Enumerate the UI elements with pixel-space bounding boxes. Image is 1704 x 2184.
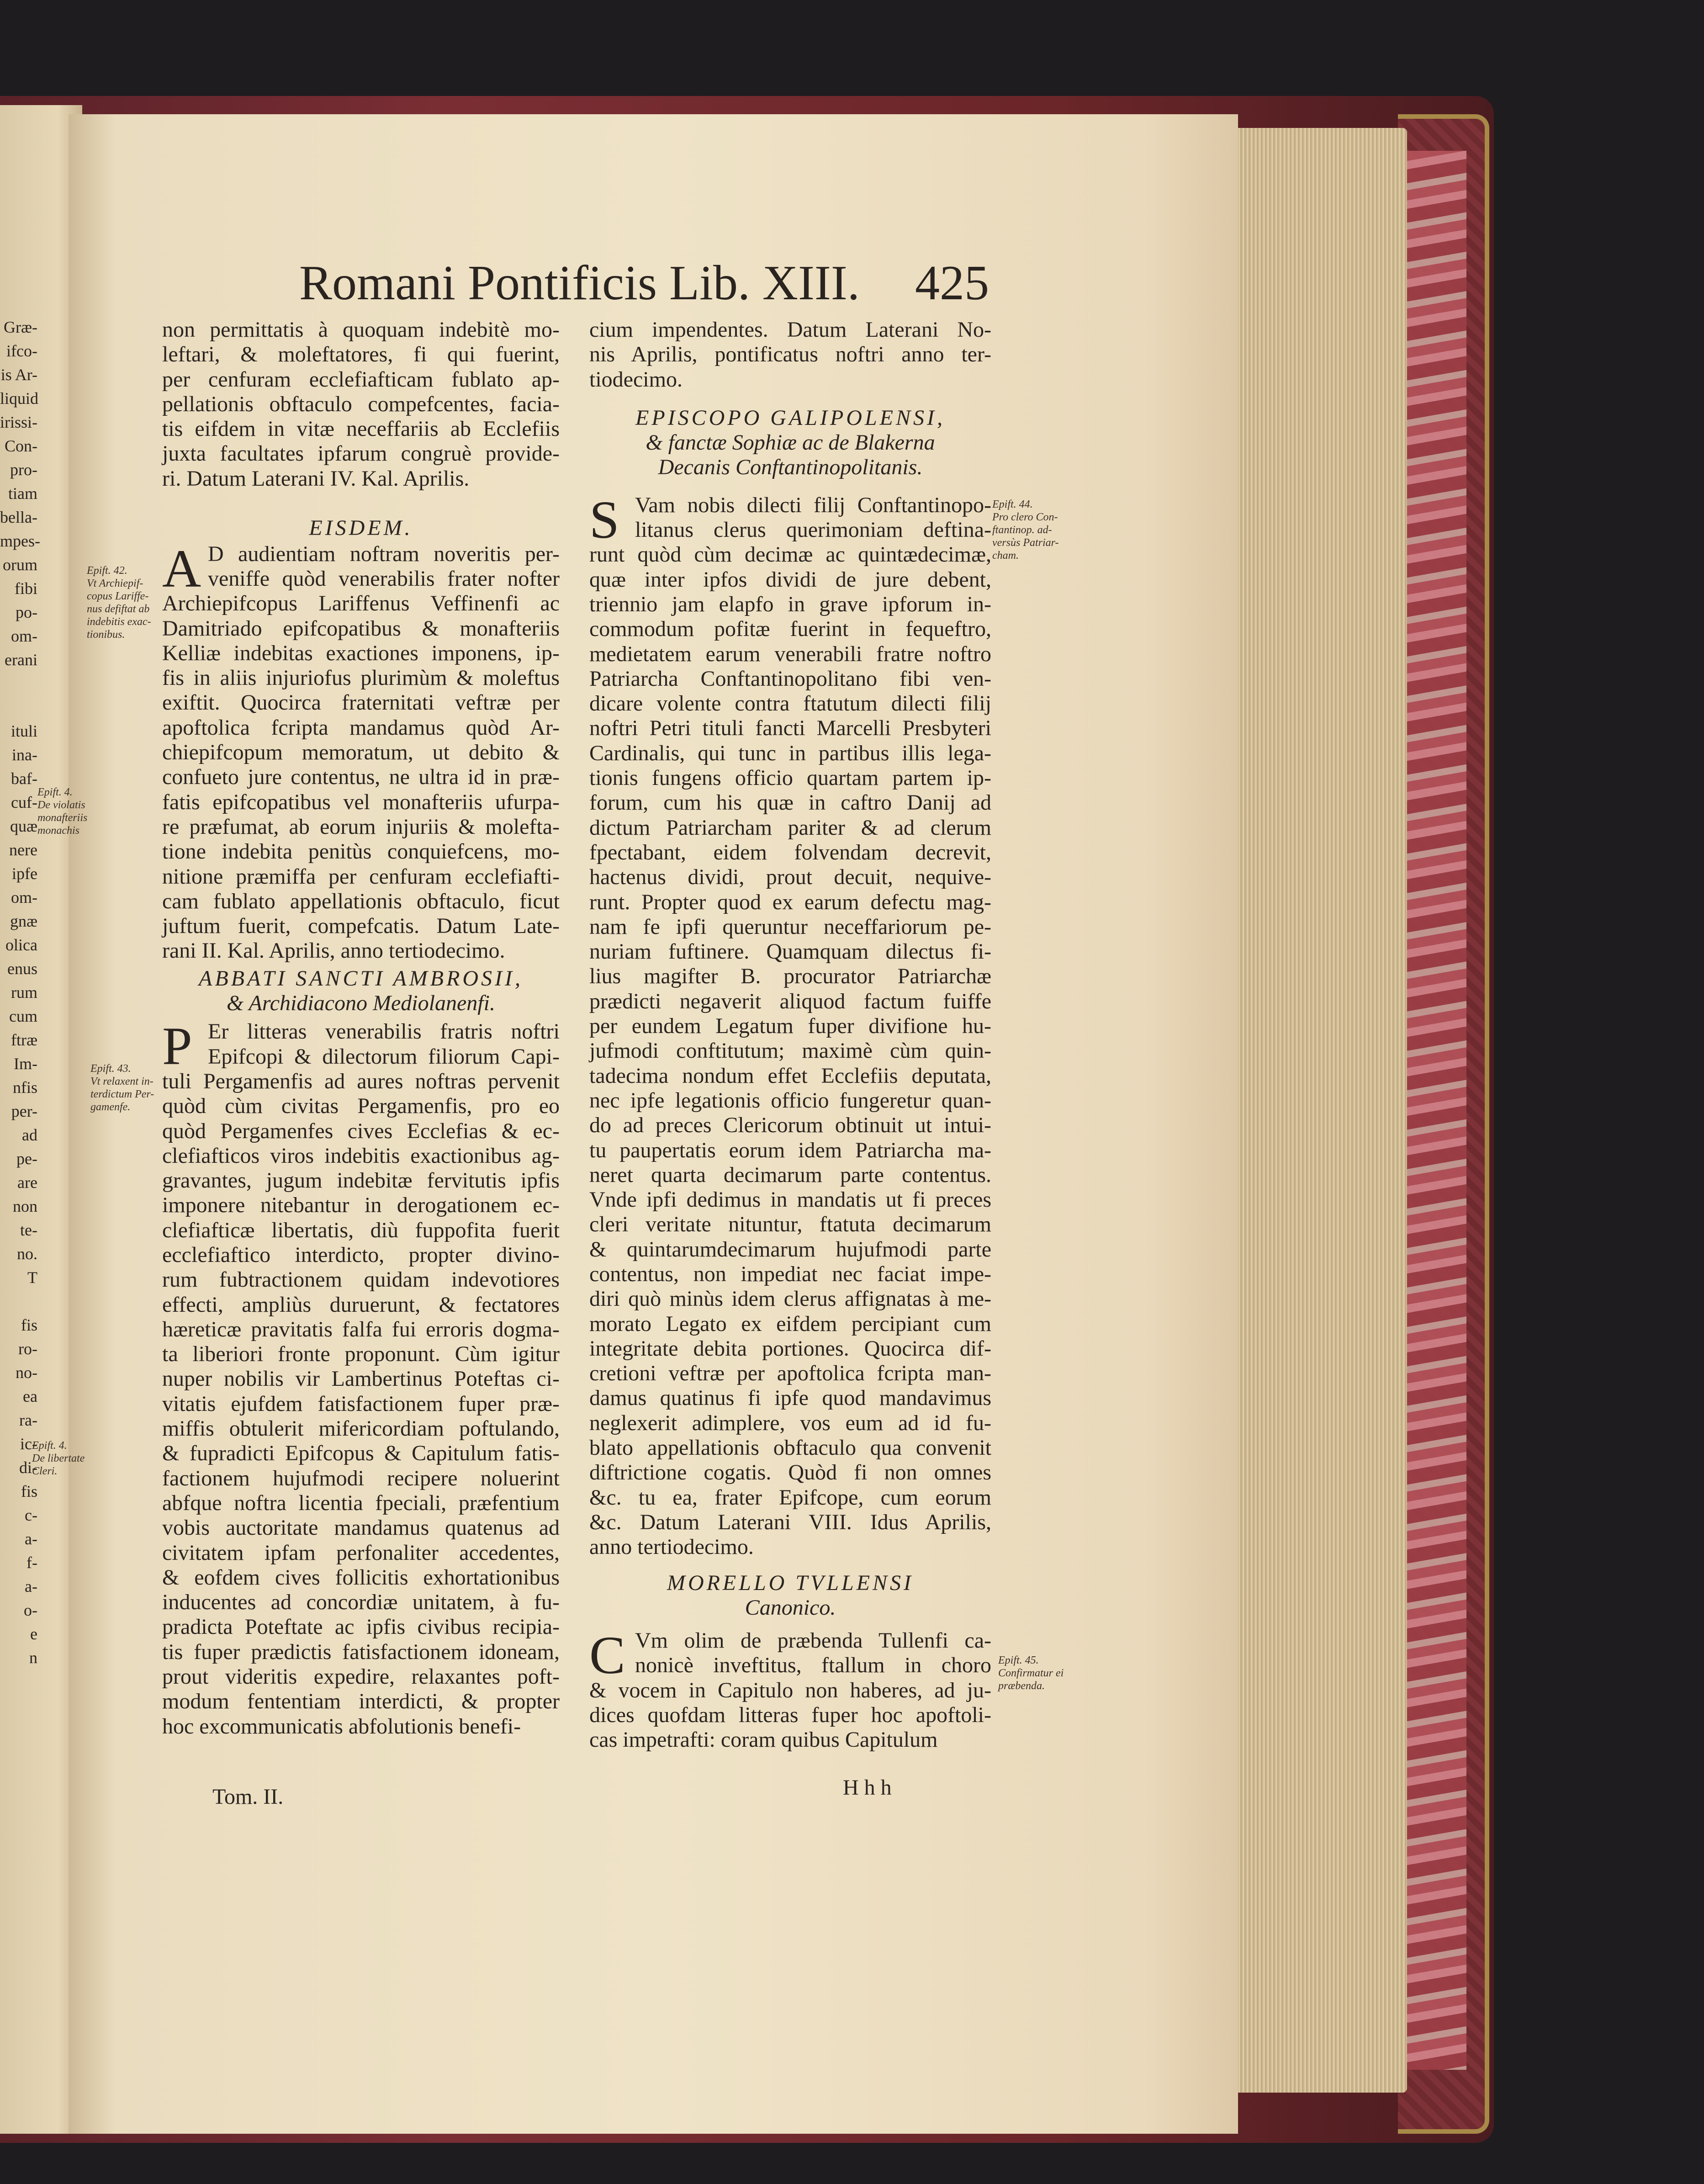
text-line: Patriarcha Conftantinopolitano fibi ven-: [589, 666, 991, 691]
fragment-line: fis: [21, 1316, 37, 1334]
drop-cap: C: [589, 1625, 625, 1686]
text-line: blato appellationis obftaculo qua convenit: [589, 1436, 991, 1460]
text-line: jufmodi conftitutum; maximè cùm quin-: [589, 1039, 991, 1063]
fragment-line: f-: [26, 1553, 37, 1572]
fragment-line: cum: [9, 1007, 37, 1025]
text-line: confueto jure contentus, ne ultra id in præ-: [162, 765, 560, 790]
text-line: damus quatinus fi ipfe quod mandavimus: [589, 1386, 991, 1410]
note-line: præbenda.: [998, 1680, 1045, 1692]
text-line: & vocem in Capitulo non haberes, ad ju-: [589, 1678, 991, 1702]
note-line: monafteriis: [37, 812, 88, 824]
letter-abbati: [162, 1016, 560, 1739]
fragment-line: quæ: [10, 817, 37, 835]
volume-signature: Tom. II.: [212, 1785, 284, 1809]
fragment-line: baf-: [11, 769, 37, 788]
text-line: veniffe quòd venerabilis frater nofter: [208, 566, 560, 591]
text-line: fis in aliis injuriofus plurimùm & moleftus: [162, 666, 560, 690]
fragment-line: fis: [21, 1482, 37, 1500]
note-line: copus Lariffe-: [87, 590, 149, 602]
text-line: integritate debita portiones. Quocirca dif-: [589, 1336, 991, 1361]
right-text-column: [589, 318, 991, 1753]
text-line: triennio jam elapfo in grave ipforum in-: [589, 592, 991, 616]
text-line: re præfumat, ab eorum injuriis & molefta-: [162, 814, 560, 839]
fragment-line: [0, 695, 37, 719]
text-line: gravantes, jugum indebitæ fervitutis ipfis: [162, 1168, 560, 1193]
text-line: fpectabant, eidem folvendam decrevit,: [589, 840, 991, 864]
text-line: vobis auctoritate mandamus quatenus ad: [162, 1516, 560, 1540]
fragment-line: di-: [19, 1458, 37, 1477]
note-line: Cleri.: [32, 1465, 58, 1477]
text-line: quæ inter ipfos dividi de jure debent,: [589, 567, 991, 592]
note-line: Vt relaxent in-: [90, 1076, 153, 1087]
text-line: tuli Pergamenfis ad aures noftras pervenit: [162, 1069, 560, 1093]
letter-title-morello: MORELLO TVLLENSI: [667, 1570, 914, 1595]
fragment-line: ituli: [11, 722, 37, 740]
fragment-line: ina-: [12, 746, 37, 764]
marbled-endpaper: [1407, 151, 1466, 2070]
text-line: juxta facultates ipfarum congruè provide-: [162, 441, 560, 466]
letter-subtitle-episcopo: & fanctæ Sophiæ ac de Blakerna: [646, 430, 935, 455]
text-line: civitatem ipfam perfonaliter accedentes,: [162, 1540, 560, 1565]
fragment-line: om-: [11, 627, 37, 645]
fragment-line: ro-: [18, 1340, 37, 1358]
letter-morello: [589, 1625, 991, 1752]
text-line: pradicta Poteftate ac ipfis civibus recipia-: [162, 1615, 560, 1639]
fragment-line: orum: [3, 556, 37, 574]
left-text-column: [162, 318, 560, 1739]
note-line: ftantinop. ad-: [992, 524, 1052, 536]
text-line: nuriam fuftinere. Quamquam dilectus fi-: [589, 939, 991, 964]
text-line: chiepifcopum memoratum, ut debito &: [162, 740, 560, 765]
fragment-line: enus: [7, 959, 37, 978]
fragment-line: no.: [17, 1245, 37, 1263]
fragment-line: ftræ: [11, 1031, 37, 1049]
page-fore-edge: [1229, 128, 1407, 2093]
text-line: quòd cùm civitas Pergamenfis, pro eo: [162, 1094, 560, 1119]
text-line: nitione præmiffa per cenfuram ecclefiafti-: [162, 864, 560, 889]
left-page-margin-note: [32, 1439, 85, 1478]
letter-title-abbati: ABBATI SANCTI AMBROSII,: [199, 966, 523, 991]
text-line: forum, cum his quæ in caftro Danij ad: [589, 790, 991, 815]
fragment-line: fibi: [15, 579, 37, 598]
text-line: effecti, ampliùs duruerunt, & fectatores: [162, 1292, 560, 1317]
text-line: nuper nobilis vir Lambertinus Poteftas ci-: [162, 1367, 560, 1391]
fragment-line: Con-: [5, 437, 37, 455]
fragment-line: po-: [16, 603, 37, 621]
note-line: Epift. 42.: [87, 565, 127, 577]
text-line: noftri Petri tituli fancti Marcelli Presbyteri: [589, 716, 991, 741]
fragment-line: non: [13, 1197, 37, 1215]
drop-cap: P: [162, 1016, 192, 1076]
text-line: ecclefiaftico interdicto, propter divino-: [162, 1242, 560, 1267]
text-line: neret quarta decimarum parte contentus.: [589, 1162, 991, 1187]
letter-episcopo: [589, 489, 991, 1560]
fragment-line: rum: [11, 983, 37, 1002]
text-line: juftum fuerit, compefcatis. Datum Late-: [162, 914, 560, 938]
text-line: medietatem earum venerabili fratre noftro: [589, 641, 991, 666]
text-line: tu paupertatis eorum idem Patriarcha ma-: [589, 1138, 991, 1162]
text-line: exiftit. Quocirca fraternitati veftræ per: [162, 690, 560, 715]
note-line: De libertate: [32, 1452, 85, 1464]
text-line: tiodecimo.: [589, 367, 683, 392]
text-line: cas impetrafti: coram quibus Capitulum: [589, 1728, 938, 1752]
fragment-line: a-: [25, 1530, 37, 1548]
text-line: clefiafticos viros indebitis exactionibus ag-: [162, 1143, 560, 1168]
fragment-line: cuf-: [11, 793, 37, 811]
text-line: dices quofdam litteras fuper hoc apoftoli-: [589, 1703, 991, 1728]
text-line: hoc excommunicatis abfolutionis benefi-: [162, 1714, 521, 1739]
text-line: D audientiam noftram noveritis per-: [208, 541, 560, 566]
text-line: fatis epifcopatibus vel monafteriis ufurpa-: [162, 790, 560, 814]
fragment-line: ic-: [20, 1435, 37, 1453]
fragment-line: per-: [11, 1102, 37, 1120]
text-line: nam fe ipfi queruntur neceffariorum pe-: [589, 914, 991, 939]
text-line: non permittatis à quoquam indebitè mo-: [162, 318, 560, 342]
text-line: commodum pofitæ fuerint in fequeftro,: [589, 617, 991, 641]
text-line: Vm olim de præbenda Tullenfi ca-: [635, 1628, 991, 1653]
fragment-line: are: [17, 1173, 37, 1192]
text-line: miffis obtulerit mifericordiam poftulando,: [162, 1416, 560, 1441]
text-line: cleri veritate nituntur, ftatuta decimarum: [589, 1212, 991, 1237]
text-line: rani II. Kal. Aprilis, anno tertiodecimo.: [162, 938, 505, 963]
text-line: Kelliæ indebitas exactiones imponens, ip-: [162, 641, 560, 665]
text-line: &c. tu ea, frater Epifcope, cum eorum: [589, 1485, 991, 1510]
fragment-line: nere: [9, 841, 37, 859]
text-line: morato Legato ex eifdem percipiant cum: [589, 1311, 991, 1336]
text-line: factionem hujufmodi recipere noluerint: [162, 1466, 560, 1490]
text-line: Vam nobis dilecti filij Conftantinopo-: [635, 493, 991, 517]
text-line: & quintarumdecimarum hujufmodi parte: [589, 1237, 991, 1262]
running-title: Romani Pontificis Lib. XIII.: [299, 256, 860, 310]
text-line: tionis fungens officio quartam partem ip-: [589, 766, 991, 790]
fragment-line: tiam: [8, 484, 37, 503]
fragment-line: ad: [22, 1126, 37, 1144]
fragment-line: olica: [5, 936, 37, 954]
fragment-line: ipfe: [12, 864, 37, 883]
text-line: cam fublato appellationis obftaculo, ficut: [162, 889, 560, 913]
text-line: &c. Datum Laterani VIII. Idus Aprilis,: [589, 1510, 991, 1534]
text-line: runt. Propter quod ex earum defectu mag-: [589, 890, 991, 914]
left-page-margin-note: [37, 786, 87, 837]
fragment-line: mpes-: [0, 532, 40, 550]
text-line: Archiepifcopus Lariffenus Veffinenfi ac: [162, 591, 560, 616]
note-line: nus defiftat ab: [87, 603, 150, 615]
fragment-line: ifco-: [6, 342, 37, 360]
fragment-line: te-: [20, 1221, 37, 1239]
text-line: tadecima nondum effet Ecclefiis deputata,: [589, 1063, 991, 1088]
note-line: monachis: [37, 825, 79, 837]
letter-continuation: [162, 318, 560, 491]
fragment-line: om-: [11, 888, 37, 906]
text-line: & fupradicti Epifcopus & Capitulum fatis-: [162, 1441, 560, 1466]
text-line: dicare volente contra ftatutum dilecti filij: [589, 691, 991, 716]
text-line: nis Aprilis, pontificatus noftri anno ter-: [589, 342, 991, 367]
margin-note-43: [90, 1062, 154, 1113]
fragment-line: erani: [5, 651, 37, 669]
text-line: & eofdem cives follicitis exhortationibus: [162, 1565, 560, 1590]
letter-continuation: [589, 318, 991, 392]
text-line: modum fententiam interdicti, & propter: [162, 1689, 560, 1714]
note-line: Epift. 44.: [992, 498, 1033, 510]
page-number: 425: [915, 256, 989, 310]
text-line: cium impendentes. Datum Laterani No-: [589, 318, 991, 342]
text-line: abfque noftra licentia fpeciali, præfentium: [162, 1490, 560, 1515]
signature-mark: H h h: [843, 1776, 892, 1800]
text-line: tis eifdem in vitæ neceffariis ab Ecclefiis: [162, 417, 560, 441]
note-line: Vt Archiepif-: [87, 578, 143, 589]
text-line: contentus, non impediat nec faciat impe-: [589, 1262, 991, 1286]
text-line: pellationis obftaculo compefcentes, facia-: [162, 392, 560, 416]
letter-title-eisdem: EISDEM.: [309, 516, 413, 541]
letter-subtitle-morello: Canonico.: [745, 1595, 836, 1620]
margin-note-44: [992, 498, 1059, 562]
note-line: terdictum Per-: [90, 1088, 154, 1100]
fragment-line: is Ar-: [0, 366, 37, 384]
text-line: per cenfuram ecclefiafticam fublato ap-: [162, 367, 560, 392]
letter-eisdem: [162, 538, 560, 964]
text-line: Er litteras venerabilis fratris noftri: [208, 1019, 560, 1044]
text-line: leftari, & moleftatores, fi qui fuerint,: [162, 342, 560, 367]
text-line: lius magifter B. procurator Patriarchæ: [589, 964, 991, 989]
text-line: anno tertiodecimo.: [589, 1535, 754, 1559]
note-line: Epift. 4.: [37, 786, 73, 798]
text-line: imponere nitebantur in derogationem ec-: [162, 1193, 560, 1218]
margin-note-42: [87, 564, 151, 641]
fragment-line: T: [27, 1268, 37, 1287]
margin-note-45: [998, 1654, 1064, 1692]
text-line: hactenus dividi, prout decuit, nequive-: [589, 865, 991, 890]
text-line: inducentes ad concordiæ unitatem, à fu-: [162, 1590, 560, 1615]
text-line: ta liberiori fronte proponunt. Cùm igitur: [162, 1342, 560, 1367]
fragment-line: Im-: [14, 1055, 37, 1073]
fragment-line: e: [30, 1625, 37, 1643]
text-line: nec ipfe legationis officio fungeretur quan-: [589, 1088, 991, 1113]
text-line: nonicè inveftitus, ftallum in choro: [635, 1653, 991, 1678]
fragment-line: [0, 672, 37, 695]
text-line: do ad preces Clericorum obtinuit ut intui-: [589, 1113, 991, 1138]
fragment-line: liquid: [0, 389, 39, 408]
fragment-line: n: [29, 1649, 37, 1667]
text-line: Damitriado epifcopatibus & monafteriis: [162, 616, 560, 641]
text-line: vitatis ejufdem fatisfactionem fuper præ-: [162, 1391, 560, 1416]
fragment-line: o-: [24, 1601, 37, 1619]
text-line: Cardinalis, qui tunc in partibus illis lega-: [589, 741, 991, 765]
fragment-line: c-: [25, 1506, 37, 1524]
drop-cap: S: [589, 489, 619, 550]
note-line: gamenfe.: [90, 1101, 131, 1113]
text-line: clefiafticæ libertatis, diù fuppofita fuerit: [162, 1218, 560, 1242]
text-line: litanus clerus querimoniam deftina-: [635, 518, 991, 542]
fragment-line: pro-: [10, 461, 37, 479]
note-line: versùs Patriar-: [992, 537, 1059, 549]
text-line: quòd Pergamenfes cives Ecclefias & ec-: [162, 1119, 560, 1143]
letter-title-episcopo: EPISCOPO GALIPOLENSI,: [635, 405, 945, 430]
note-line: De violatis: [37, 799, 85, 811]
fragment-line: gnæ: [10, 912, 37, 930]
text-line: runt quòd cùm decimæ ac quintædecimæ,: [589, 542, 991, 567]
letter-subtitle-episcopo-2: Decanis Conftantinopolitanis.: [658, 455, 923, 480]
text-line: diftrictione cogatis. Quòd fi non omnes: [589, 1460, 991, 1485]
text-line: Vnde ipfi dedimus in mandatis ut fi preces: [589, 1187, 991, 1212]
text-line: Epifcopi & dilectorum filiorum Capi-: [208, 1044, 560, 1069]
note-line: indebitis exac-: [87, 616, 151, 628]
text-line: rum fubtractionem quidam indevotiores: [162, 1267, 560, 1292]
text-line: hæreticæ pravitatis falfa fui erroris dogma-: [162, 1317, 560, 1341]
fragment-line: Græ-: [4, 318, 37, 336]
text-line: prædicti negaverit aliquod factum fuiffe: [589, 989, 991, 1013]
letter-subtitle-abbati: & Archidiacono Mediolanenfi.: [227, 991, 495, 1016]
note-line: Pro clero Con-: [992, 511, 1058, 523]
text-line: tione indebita penitùs conquiefcens, mo-: [162, 839, 560, 864]
text-line: cretioni veftræ per apoftolica fcripta man-: [589, 1361, 991, 1386]
note-line: Epift. 45.: [998, 1654, 1039, 1666]
fragment-line: pe-: [16, 1150, 37, 1168]
note-line: cham.: [992, 550, 1019, 562]
fragment-line: no-: [16, 1363, 37, 1382]
note-line: Confirmatur ei: [998, 1667, 1064, 1679]
running-header: [299, 256, 989, 311]
text-line: diri quò minùs idem clerus affignatas à me-: [589, 1287, 991, 1311]
text-line: tis fuper prædictis fatisfactionem idoneam,: [162, 1639, 560, 1664]
text-line: neglexerit adimplere, vos eum ad id fu-: [589, 1410, 991, 1435]
note-line: Epift. 4.: [32, 1440, 67, 1452]
fragment-line: ea: [23, 1387, 37, 1405]
text-line: prout videritis expedire, relaxantes poft-: [162, 1665, 560, 1689]
fragment-line: [0, 1289, 37, 1313]
fragment-line: bella-: [0, 508, 37, 526]
note-line: Epift. 43.: [90, 1063, 131, 1075]
fragment-line: a-: [25, 1577, 37, 1596]
fragment-line: nfis: [13, 1078, 37, 1097]
fragment-line: ra-: [19, 1411, 37, 1429]
fragment-line: irissi-: [0, 413, 38, 431]
note-line: tionibus.: [87, 629, 125, 641]
drop-cap: A: [162, 538, 201, 599]
text-line: dictum Patriarcham pariter & ad clerum: [589, 815, 991, 840]
text-line: ri. Datum Laterani IV. Kal. Aprilis.: [162, 466, 470, 491]
text-line: apoftolica fcripta mandamus quòd Ar-: [162, 715, 560, 740]
text-line: per eundem Legatum fuper divifione hu-: [589, 1014, 991, 1039]
